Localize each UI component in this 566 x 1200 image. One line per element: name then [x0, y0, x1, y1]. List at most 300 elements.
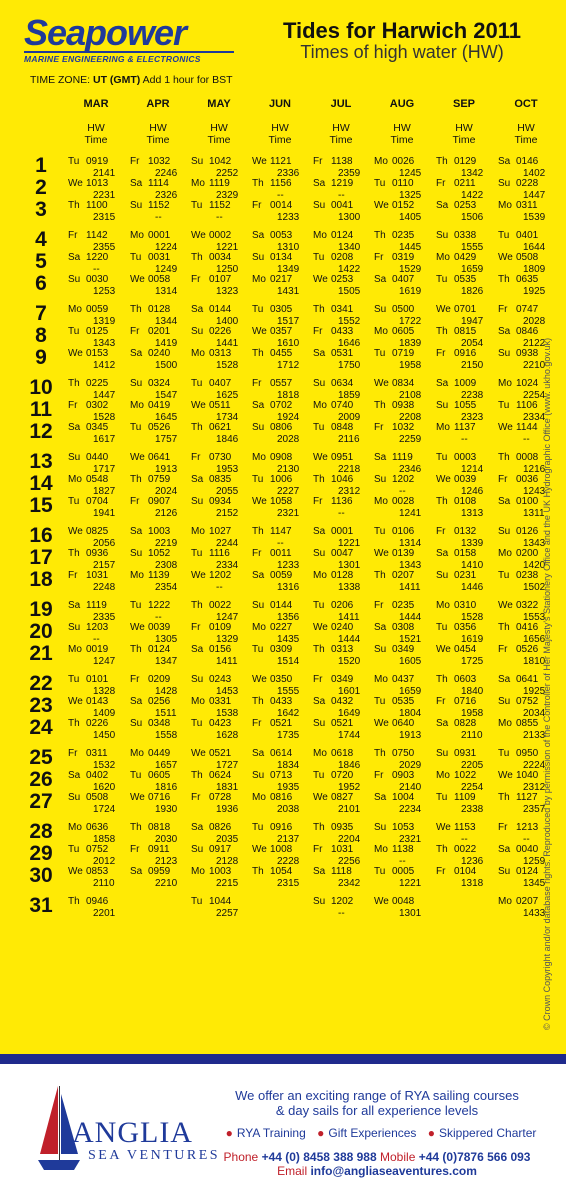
day-number: 18	[29, 568, 53, 591]
hw-time-2: 1858	[93, 833, 116, 845]
hw-time-2: 2321	[277, 507, 300, 519]
hw-time-1: 0256	[148, 696, 171, 707]
hw-time-1: 0349	[331, 674, 354, 685]
hw-time-2: 2205	[461, 759, 484, 771]
hw-time-1: 0235	[392, 600, 415, 611]
hw-time-1: 1008	[270, 844, 293, 855]
hw-time-2: --	[461, 833, 468, 845]
tide-cell	[252, 718, 299, 741]
time-label: Time	[390, 134, 414, 146]
weekday: We	[68, 348, 83, 359]
tide-cell	[498, 896, 545, 919]
hw-time-2: 1450	[93, 729, 116, 741]
tide-cell	[130, 252, 177, 275]
hw-time-1: 0919	[86, 156, 109, 167]
weekday: Sa	[252, 748, 265, 759]
tide-cell	[313, 156, 360, 179]
hw-time-1: 0200	[516, 548, 539, 559]
tide-cell	[374, 718, 421, 741]
tide-cell	[374, 156, 421, 179]
hw-time-1: 0521	[331, 718, 354, 729]
weekday: Su	[191, 674, 204, 685]
hw-time-1: 0310	[454, 600, 477, 611]
tide-cell	[68, 792, 115, 815]
hw-time-2: 2054	[461, 337, 484, 349]
weekday: Tu	[313, 422, 325, 433]
tide-cell	[436, 304, 483, 327]
tide-cell	[191, 644, 238, 667]
weekday: Th	[252, 866, 264, 877]
hw-time-2: 1834	[277, 759, 300, 771]
hw-time-header	[496, 122, 556, 146]
hw-time-2: 1247	[93, 655, 116, 667]
tide-cell	[313, 792, 360, 815]
weekday: Fr	[252, 548, 262, 559]
hw-time-1: 1147	[270, 526, 292, 537]
weekday: Su	[313, 200, 326, 211]
tide-cell	[313, 252, 360, 275]
hw-time-1: 1116	[209, 548, 230, 559]
hw-time-2: 2038	[277, 803, 300, 815]
hw-time-1: 1153	[454, 822, 476, 833]
day-number: 25	[29, 746, 53, 769]
weekday: Sa	[130, 178, 143, 189]
hw-time-1: 1003	[209, 866, 232, 877]
tide-cell	[191, 526, 238, 549]
hw-time-1: 0002	[209, 230, 232, 241]
hw-time-2: 1259	[523, 855, 546, 867]
hw-time-1: 0759	[148, 474, 171, 485]
hw-time-2: 1818	[277, 389, 300, 401]
hw-time-1: 0557	[270, 378, 293, 389]
hw-time-1: 0139	[392, 548, 415, 559]
hw-time-1: 0107	[209, 274, 232, 285]
tide-cell	[130, 496, 177, 519]
tide-cell	[498, 844, 545, 867]
tide-cell	[313, 844, 360, 867]
weekday: Mo	[191, 348, 205, 359]
tide-cell	[374, 548, 421, 571]
tide-cell	[68, 600, 115, 623]
tide-cell	[498, 274, 545, 297]
weekday: Fr	[68, 400, 78, 411]
day-number: 4	[35, 228, 47, 251]
hw-time-2: 2357	[523, 803, 546, 815]
hw-time-2: 2246	[155, 167, 178, 179]
tide-cell	[498, 304, 545, 327]
hw-time-2: 1724	[93, 803, 116, 815]
hw-time-2: 1313	[461, 507, 484, 519]
footer	[0, 1064, 566, 1200]
hw-time-2: 1411	[338, 611, 360, 623]
tide-cell	[436, 326, 483, 349]
hw-time-2: 2123	[155, 855, 178, 867]
weekday: Mo	[252, 274, 266, 285]
tide-cell	[252, 770, 299, 793]
hw-time-2: 1505	[338, 285, 361, 297]
tide-cell	[313, 178, 353, 201]
hw-time-2: --	[216, 211, 223, 223]
hw-time-2: 1338	[338, 581, 361, 593]
hw-time-1: 1202	[331, 896, 354, 907]
hw-time-1: 0752	[516, 696, 539, 707]
hw-time-2: 1405	[399, 211, 422, 223]
hw-time-1: 0014	[270, 200, 293, 211]
tide-cell	[498, 474, 545, 497]
email-link[interactable]: info@angliaseaventures.com	[310, 1164, 477, 1178]
hw-time-1: 0308	[392, 622, 415, 633]
weekday: Su	[130, 200, 143, 211]
hw-time-2: 2208	[399, 411, 422, 423]
hw-time-2: 1328	[93, 685, 116, 697]
hw-time-2: 1532	[93, 759, 116, 771]
hw-time-2: 1958	[399, 359, 422, 371]
tide-cell	[374, 644, 421, 667]
weekday: We	[374, 200, 389, 211]
tide-cell	[130, 792, 177, 815]
tide-cell	[130, 378, 177, 401]
hw-time-2: 2346	[399, 463, 422, 475]
hw-time-2: 1447	[523, 189, 546, 201]
tide-cell	[436, 600, 483, 623]
hw-time-2: 1340	[338, 241, 361, 253]
hw-time-2: --	[93, 263, 100, 275]
hw-time-1: 0701	[454, 304, 477, 315]
weekday: Tu	[374, 178, 386, 189]
month-header-row	[0, 98, 566, 112]
weekday: Su	[498, 178, 511, 189]
hw-time-1: 1022	[454, 770, 477, 781]
tide-cell	[313, 770, 360, 793]
hw-time-1: 0129	[454, 156, 477, 167]
time-label: Time	[84, 134, 108, 146]
month-header-jul: JUL	[330, 98, 352, 110]
tide-cell	[130, 304, 177, 327]
hw-time-1: 0716	[148, 792, 171, 803]
weekday: Th	[436, 326, 448, 337]
hw-time-1: 0126	[516, 526, 539, 537]
hw-time-2: 1441	[216, 337, 239, 349]
hw-label: HW	[271, 122, 289, 134]
hw-time-1: 0036	[516, 474, 539, 485]
weekday: Th	[252, 178, 264, 189]
weekday: Su	[313, 718, 326, 729]
weekday: Mo	[68, 822, 82, 833]
hw-time-2: --	[399, 855, 406, 867]
hw-time-2: 1310	[277, 241, 300, 253]
day-number: 26	[29, 768, 53, 791]
bullet-icon: ●	[317, 1126, 325, 1140]
hw-time-1: 0634	[331, 378, 354, 389]
weekday: Tu	[130, 600, 142, 611]
hw-time-1: 0313	[209, 348, 232, 359]
hw-time-2: 1249	[155, 263, 178, 275]
weekday: Mo	[130, 400, 144, 411]
hw-time-1: 0144	[270, 600, 293, 611]
hw-time-2: 1349	[277, 263, 300, 275]
hw-label: HW	[87, 122, 105, 134]
weekday: We	[191, 748, 206, 759]
hw-time-1: 0526	[148, 422, 171, 433]
hw-time-1: 0917	[209, 844, 232, 855]
tide-cell	[68, 896, 115, 919]
tide-cell	[313, 822, 360, 845]
tide-cell	[130, 696, 177, 719]
hw-time-1: 1138	[331, 156, 353, 167]
hw-time-1: 0747	[516, 304, 539, 315]
tide-cell	[191, 304, 238, 327]
hw-time-2: 1605	[399, 655, 422, 667]
tide-cell	[436, 844, 483, 867]
weekday: Th	[436, 844, 448, 855]
weekday: Tu	[436, 274, 448, 285]
hw-time-2: 1941	[93, 507, 116, 519]
hw-time-2: 1409	[93, 707, 116, 719]
hw-time-1: 0350	[270, 674, 293, 685]
tide-cell	[374, 400, 421, 423]
weekday: Mo	[191, 866, 205, 877]
hw-time-2: 1511	[155, 707, 177, 719]
hw-time-1: 0011	[270, 548, 292, 559]
hw-time-header	[372, 122, 432, 146]
hw-time-1: 1024	[516, 378, 539, 389]
tide-cell	[68, 770, 115, 793]
tide-cell	[436, 422, 476, 445]
weekday: Fr	[191, 452, 201, 463]
hw-time-1: 1222	[148, 600, 171, 611]
hw-time-2: 2215	[216, 877, 239, 889]
tide-cell	[313, 718, 360, 741]
weekday: Su	[374, 304, 387, 315]
day-number: 2	[35, 176, 47, 199]
hw-time-2: 1552	[338, 315, 361, 327]
weekday: Su	[436, 570, 449, 581]
hw-time-2: 1316	[277, 581, 300, 593]
hw-time-1: 0132	[454, 526, 477, 537]
weekday: We	[252, 496, 267, 507]
hw-time-1: 0531	[331, 348, 354, 359]
tide-cell	[191, 896, 238, 919]
hw-time-2: 1446	[461, 581, 484, 593]
tide-cell	[191, 844, 238, 867]
hw-time-2: 1727	[216, 759, 239, 771]
weekday: Su	[252, 770, 265, 781]
hw-time-2: 1649	[338, 707, 361, 719]
promo-line-1: We offer an exciting range of RYA sailing courses	[235, 1088, 519, 1103]
hw-time-1: 1202	[392, 474, 415, 485]
hw-time-1: 1100	[86, 200, 108, 211]
hw-time-header	[311, 122, 371, 146]
weekday: Tu	[313, 600, 325, 611]
hw-time-2: 1411	[399, 581, 421, 593]
hw-time-1: 0338	[454, 230, 477, 241]
hw-time-2: 2256	[338, 855, 361, 867]
tide-cell	[68, 548, 115, 571]
hw-time-1: 1031	[331, 844, 354, 855]
hw-time-2: 2334	[216, 559, 239, 571]
hw-time-1: 0951	[331, 452, 354, 463]
hw-time-2: 1913	[155, 463, 178, 475]
weekday: Mo	[191, 696, 205, 707]
tide-cell	[191, 326, 238, 349]
tide-cell	[313, 378, 360, 401]
hw-time-2: 1528	[216, 359, 239, 371]
tide-cell	[498, 348, 545, 371]
weekday: Th	[374, 570, 386, 581]
weekday: Tu	[68, 326, 80, 337]
tide-cell	[436, 452, 483, 475]
hw-time-2: 1659	[461, 263, 484, 275]
hw-time-2: 2116	[338, 433, 360, 445]
hw-time-1: 0253	[454, 200, 477, 211]
tide-cell	[191, 674, 238, 697]
hw-time-1: 0835	[209, 474, 232, 485]
weekday: Sa	[130, 866, 143, 877]
hw-time-2: 1412	[93, 359, 116, 371]
weekday: Th	[68, 200, 80, 211]
hw-time-2: 2238	[461, 389, 484, 401]
hw-time-2: --	[523, 433, 530, 445]
hw-time-2: 1725	[461, 655, 484, 667]
phone-number[interactable]: +44 (0) 8458 388 988	[261, 1150, 377, 1164]
mobile-number[interactable]: +44 (0)7876 566 093	[418, 1150, 531, 1164]
tide-cell	[68, 526, 115, 549]
hw-time-2: 1247	[216, 611, 239, 623]
tide-cell	[498, 622, 545, 645]
hw-time-2: 2012	[93, 855, 116, 867]
tide-cell	[374, 252, 421, 275]
hw-time-2: 1221	[338, 537, 361, 549]
hw-time-2: 1831	[216, 781, 239, 793]
weekday: We	[498, 600, 513, 611]
weekday: Th	[130, 304, 142, 315]
hw-time-1: 0407	[209, 378, 232, 389]
tide-cell	[436, 274, 483, 297]
hw-time-2: 1558	[155, 729, 178, 741]
hw-time-1: 0433	[270, 696, 293, 707]
hw-time-1: 1053	[392, 822, 415, 833]
tide-cell	[191, 178, 238, 201]
feature-item: Skippered Charter	[439, 1126, 537, 1140]
tide-cell	[191, 570, 231, 593]
tide-cell	[252, 644, 299, 667]
hw-time-1: 0423	[209, 718, 232, 729]
tide-cell	[498, 526, 545, 549]
weekday: Sa	[498, 326, 511, 337]
weekday: Fr	[191, 792, 201, 803]
hw-time-2: 1343	[399, 559, 422, 571]
weekday: Th	[252, 696, 264, 707]
hw-time-2: 2141	[93, 167, 116, 179]
hw-time-2: 2110	[461, 729, 483, 741]
weekday: Th	[252, 348, 264, 359]
hw-time-1: 0240	[148, 348, 171, 359]
hw-time-1: 1137	[454, 422, 476, 433]
hw-time-1: 0605	[148, 770, 171, 781]
hw-time-1: 0022	[454, 844, 477, 855]
weekday: Th	[68, 378, 80, 389]
hw-time-1: 1219	[331, 178, 354, 189]
weekday: Th	[498, 622, 510, 633]
weekday: Su	[68, 622, 81, 633]
hw-time-2: 1625	[216, 389, 239, 401]
hw-time-2: 2315	[277, 877, 300, 889]
month-header-mar: MAR	[83, 98, 109, 110]
hw-time-2: 2210	[523, 359, 546, 371]
weekday: We	[68, 866, 83, 877]
day-number: 12	[29, 420, 53, 443]
hw-time-2: 1343	[93, 337, 116, 349]
weekday: Tu	[498, 230, 510, 241]
brand-name: Seapower	[24, 12, 187, 53]
hw-time-1: 1118	[331, 866, 352, 877]
hw-time-2: 1846	[216, 433, 239, 445]
tide-cell	[436, 200, 483, 223]
hw-time-1: 0240	[331, 622, 354, 633]
tide-cell	[313, 570, 360, 593]
hw-time-2: 2335	[93, 611, 116, 623]
tide-cell	[313, 348, 360, 371]
hw-time-1: 0153	[86, 348, 109, 359]
weekday: Th	[68, 896, 80, 907]
hw-time-2: --	[93, 633, 100, 645]
tide-cell	[436, 696, 483, 719]
tide-cell	[252, 274, 299, 297]
tide-cell	[436, 526, 483, 549]
hw-time-1: 0101	[86, 674, 109, 685]
weekday: Sa	[313, 526, 326, 537]
bullet-icon: ●	[427, 1126, 436, 1140]
hw-time-1: 1142	[86, 230, 108, 241]
tide-cell	[436, 156, 483, 179]
weekday: Tu	[191, 548, 203, 559]
weekday: Mo	[68, 474, 82, 485]
weekday: Mo	[498, 200, 512, 211]
tide-cell	[313, 644, 360, 667]
hw-time-2: 1433	[523, 907, 546, 919]
hw-time-1: 0225	[86, 378, 109, 389]
weekday: We	[252, 156, 267, 167]
tide-cell	[68, 644, 115, 667]
hw-time-1: 0437	[392, 674, 415, 685]
hw-time-2: 1924	[277, 411, 300, 423]
hw-time-2: 2329	[216, 189, 239, 201]
hw-time-1: 0243	[209, 674, 232, 685]
weekday: We	[130, 622, 145, 633]
tide-cell	[374, 866, 421, 889]
hw-time-1: 0108	[454, 496, 477, 507]
tide-cell	[130, 570, 177, 593]
hw-time-1: 0152	[392, 200, 415, 211]
weekday: Su	[68, 274, 81, 285]
weekday: Fr	[130, 156, 140, 167]
hw-time-2: 1444	[338, 633, 361, 645]
feature-list	[212, 1126, 542, 1140]
day-number: 1	[35, 154, 47, 177]
hw-time-2: --	[155, 611, 162, 623]
hw-time-1: 0455	[270, 348, 293, 359]
hw-time-1: 0908	[270, 452, 293, 463]
tide-cell	[68, 674, 115, 697]
hw-time-header	[434, 122, 494, 146]
tide-cell	[436, 770, 483, 793]
tide-cell	[68, 326, 115, 349]
weekday: Su	[130, 718, 143, 729]
tide-cell	[130, 822, 177, 845]
hw-time-2: 1447	[93, 389, 116, 401]
anglia-logo-name: ANGLIA	[72, 1116, 193, 1149]
hw-time-2: 1539	[523, 211, 546, 223]
